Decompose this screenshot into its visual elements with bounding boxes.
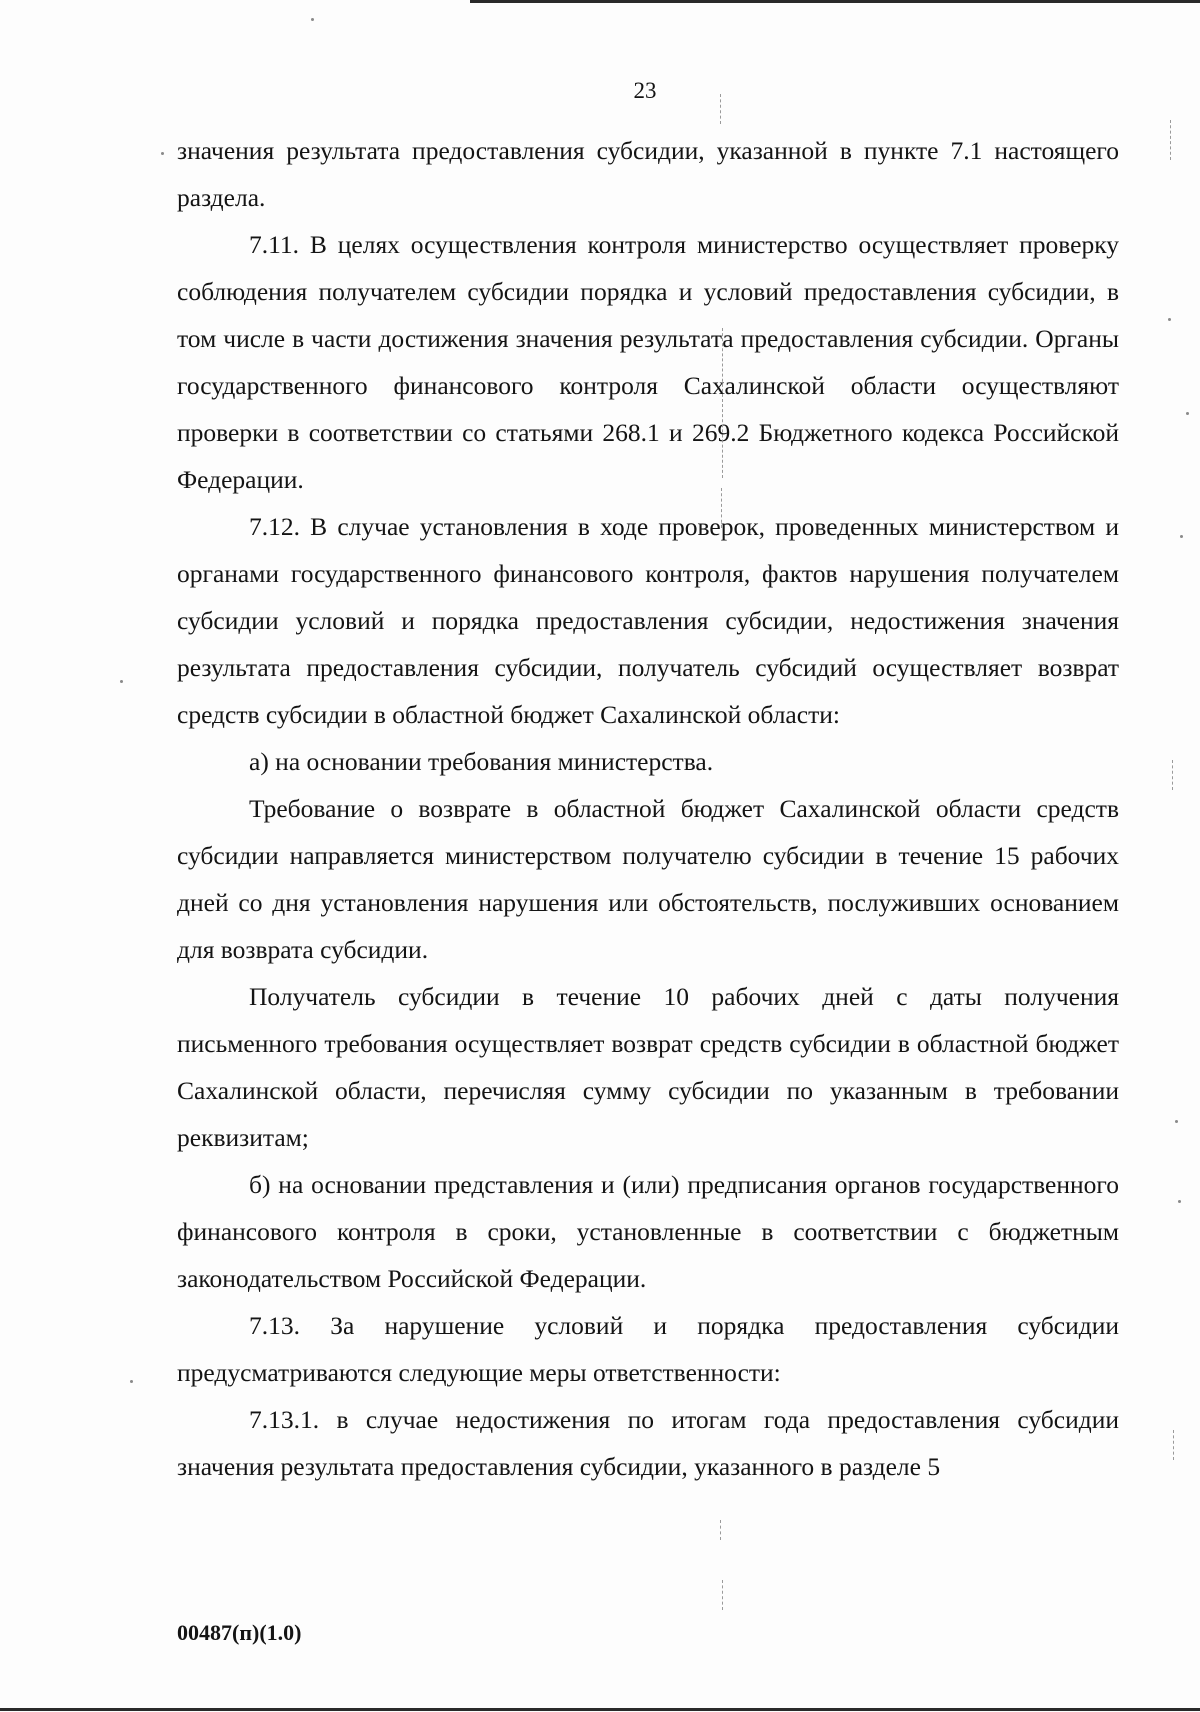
- scan-speck: [120, 680, 123, 683]
- document-body: [177, 127, 1119, 1490]
- scan-edge-mark: [1173, 1430, 1174, 1460]
- paragraph-item-b: б) на основании представления и (или) предписания органов государственного финансового контроля в сроки, установленные в соответствии с бюджетным законодательством Российской Федерации.: [177, 1170, 1119, 1293]
- bottom-border-line: [0, 1708, 1200, 1711]
- scan-speck: [161, 152, 164, 155]
- document-code: 00487(п)(1.0): [177, 1620, 302, 1645]
- scan-fold-mark: [720, 1520, 721, 1540]
- paragraph-7-13: 7.13. За нарушение условий и порядка предоставления субсидии предусматриваются следующие меры ответственности:: [177, 1311, 1119, 1387]
- scan-fold-mark: [722, 328, 723, 478]
- paragraph-7-11: 7.11. В целях осуществления контроля министерство осуществляет проверку соблюдения получателем субсидии порядка и условий предоставления субсидии, в том числе в части достижения значения результата предоставления субсидии. Органы государственного финансового контроля Сахалинской области осуществляют проверки в соответствии со статьями 268.1 и 269.2 Бюджетного кодекса Российской Федерации.: [177, 230, 1119, 494]
- paragraph-7-13-1: 7.13.1. в случае недостижения по итогам года предоставления субсидии значения результата предоставления субсидии, указанного в разделе 5: [177, 1405, 1119, 1481]
- scan-fold-mark: [720, 94, 721, 124]
- paragraph-refund-term: Получатель субсидии в течение 10 рабочих дней с даты получения письменного требования осуществляет возврат средств субсидии в областной бюджет Сахалинской области, перечисляя сумму субсидии по указанным в требовании реквизитам;: [177, 982, 1119, 1152]
- scan-speck: [1180, 535, 1183, 538]
- scan-speck: [1186, 412, 1189, 415]
- scan-edge-mark: [1170, 120, 1171, 160]
- scan-speck: [1168, 318, 1171, 321]
- paragraph-7-12: 7.12. В случае установления в ходе проверок, проведенных министерством и органами государственного финансового контроля, фактов нарушения получателем субсидии условий и порядка предоставления субсидии, недостижения значения результата предоставления субсидии, получатель субсидий осуществляет возврат средств субсидии в областной бюджет Сахалинской области:: [177, 512, 1119, 729]
- scan-speck: [1175, 1120, 1178, 1123]
- paragraph-item-a: а) на основании требования министерства.: [249, 747, 714, 776]
- scan-speck: [130, 1380, 133, 1383]
- paragraph-continuation: значения результата предоставления субсидии, указанной в пункте 7.1 настоящего раздела.: [177, 136, 1119, 212]
- paragraph-refund-request: Требование о возврате в областной бюджет Сахалинской области средств субсидии направляется министерством получателю субсидии в течение 15 рабочих дней со дня установления нарушения или обстоятельств, послуживших основанием для возврата субсидии.: [177, 794, 1119, 964]
- page-number: 23: [633, 78, 657, 103]
- scan-edge-mark: [1172, 760, 1173, 790]
- scan-fold-mark: [721, 488, 722, 528]
- scan-speck: [1178, 1200, 1181, 1203]
- top-border-line: [470, 0, 1200, 3]
- scan-fold-mark: [722, 1580, 723, 1610]
- scan-speck: [311, 18, 314, 21]
